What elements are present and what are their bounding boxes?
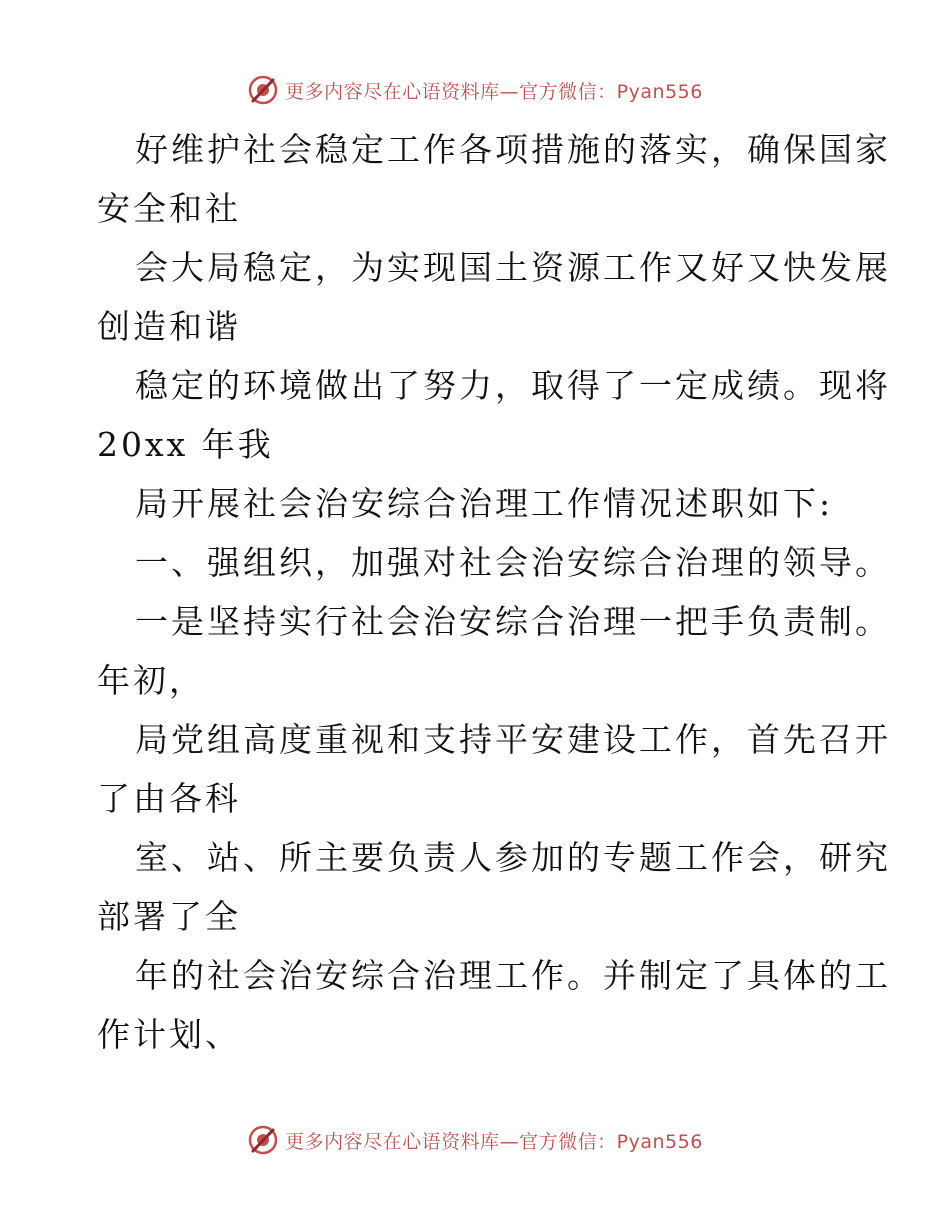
text-line: 稳定的环境做出了努力，取得了一定成绩。现将 xyxy=(135,366,891,405)
text-line: 部署了全 xyxy=(97,897,241,936)
footer-watermark xyxy=(0,1120,950,1160)
text-line: 好维护社会稳定工作各项措施的落实，确保国家 xyxy=(135,130,891,169)
text-line: 局开展社会治安综合治理工作情况述职如下: xyxy=(135,484,834,523)
text-line: 安全和社 xyxy=(97,189,241,228)
text-line: 一、强组织，加强对社会治安综合治理的领导。 xyxy=(135,543,891,582)
text-line: 了由各科 xyxy=(97,779,241,818)
pen-circle-logo-icon xyxy=(247,74,279,106)
text-line: 作计划、 xyxy=(97,1015,241,1054)
text-line: 会大局稳定，为实现国土资源工作又好又快发展 xyxy=(135,248,891,287)
text-line: 年初， xyxy=(97,661,205,700)
text-line: 室、站、所主要负责人参加的专题工作会，研究 xyxy=(135,838,891,877)
text-line: 创造和谐 xyxy=(97,307,241,346)
text-line: 20xx 年我 xyxy=(97,425,274,464)
footer-watermark-text: 更多内容尽在心语资料库—官方微信：Pyan556 xyxy=(285,1130,703,1153)
text-line: 一是坚持实行社会治安综合治理一把手负责制。 xyxy=(135,602,891,641)
header-watermark xyxy=(0,70,950,110)
text-line: 局党组高度重视和支持平安建设工作，首先召开 xyxy=(135,720,891,759)
header-watermark-text: 更多内容尽在心语资料库—官方微信：Pyan556 xyxy=(285,80,703,103)
text-line: 年的社会治安综合治理工作。并制定了具体的工 xyxy=(135,956,891,995)
pen-circle-logo-icon xyxy=(247,1124,279,1156)
document-body xyxy=(97,120,891,1064)
